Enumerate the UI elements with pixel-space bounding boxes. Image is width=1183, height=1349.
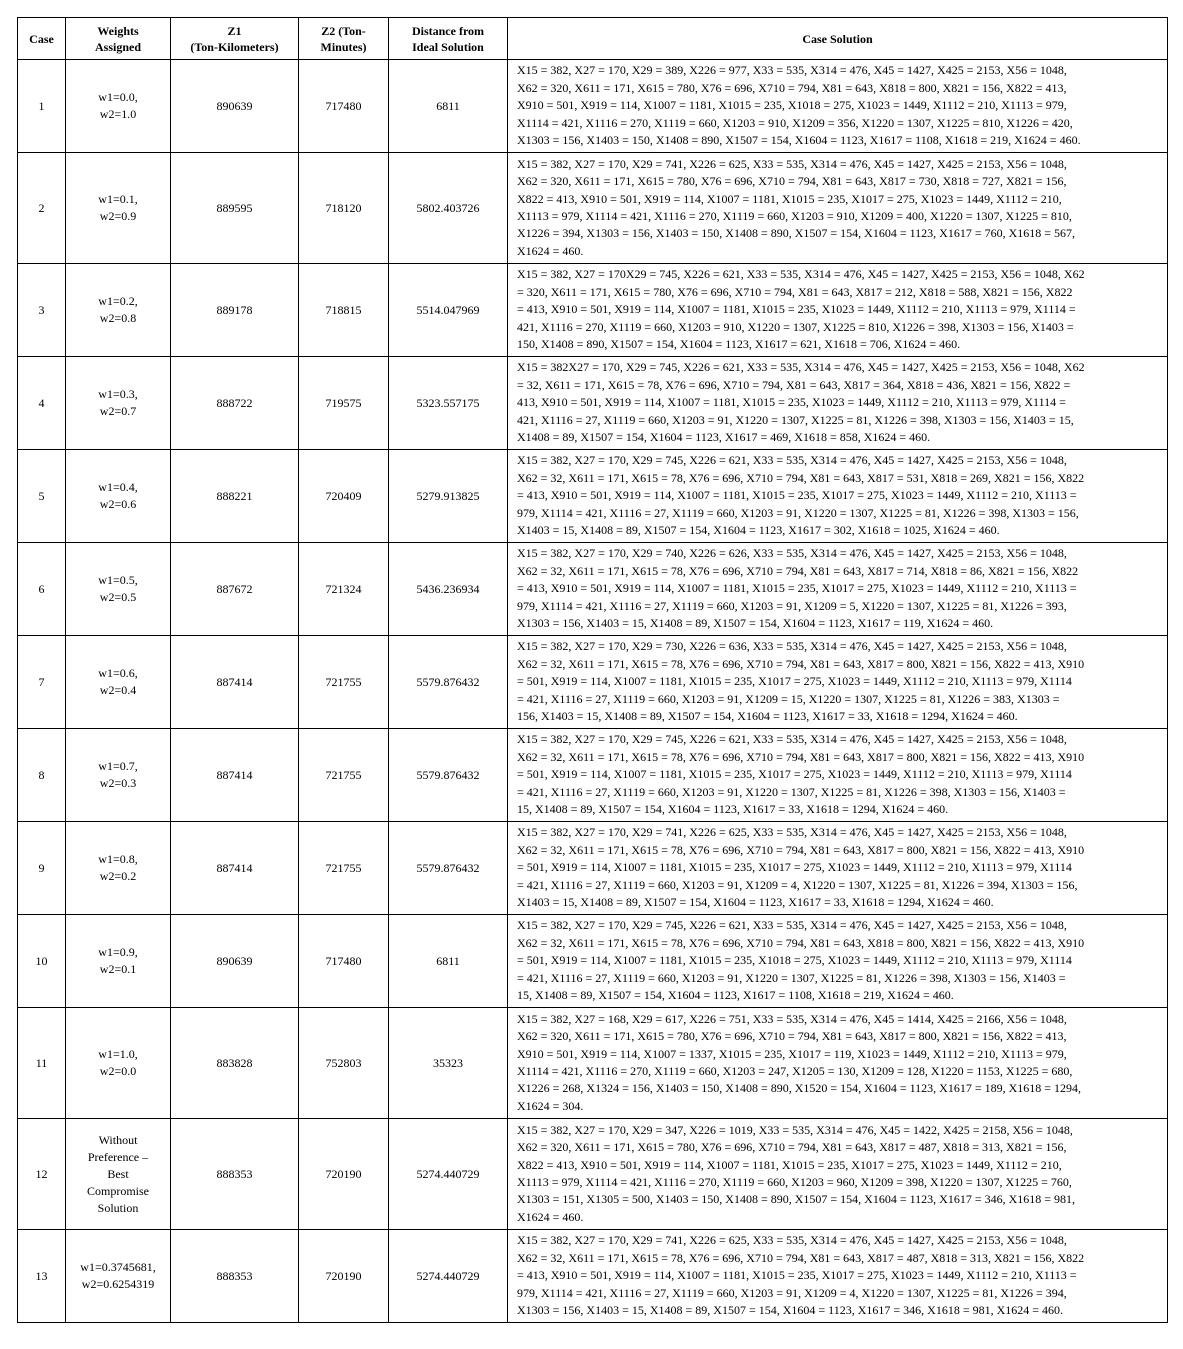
z1-cell: 890639: [171, 915, 299, 1008]
weights-cell: w1=0.4, w2=0.6: [66, 450, 171, 543]
distance-cell: 5579.876432: [389, 822, 508, 915]
case-cell: 1: [18, 60, 66, 153]
distance-cell: 5802.403726: [389, 153, 508, 264]
z2-cell: 717480: [299, 60, 389, 153]
weights-cell: w1=0.5, w2=0.5: [66, 543, 171, 636]
z1-cell: 889595: [171, 153, 299, 264]
table-row: [18, 357, 1168, 450]
header-z2: Z2 (Ton- Minutes): [299, 18, 389, 60]
z2-cell: 719575: [299, 357, 389, 450]
case-cell: 11: [18, 1008, 66, 1119]
solution-cell: X15 = 382, X27 = 170, X29 = 741, X226 = 625, X33 = 535, X314 = 476, X45 = 1427, X425 = 2153, X56 = 1048, X62 = 32, X611 = 171, X615 = 78, X76 = 696, X710 = 794, X81 = 643, X817 = 800, X821 = 156, X822 = 413, X910 = 501, X919 = 114, X1007 = 1181, X1015 = 235, X1017 = 275, X1023 = 1449, X1112 = 210, X1113 = 979, X1114 = 421, X1116 = 27, X1119 = 660, X1203 = 91, X1209 = 4, X1220 = 1307, X1225 = 81, X1226 = 394, X1303 = 156, X1403 = 15, X1408 = 89, X1507 = 154, X1604 = 1123, X1617 = 33, X1618 = 1294, X1624 = 460.: [508, 822, 1168, 915]
z2-cell: 718120: [299, 153, 389, 264]
z1-cell: 888221: [171, 450, 299, 543]
distance-cell: 5274.440729: [389, 1230, 508, 1323]
weights-cell: w1=0.7, w2=0.3: [66, 729, 171, 822]
header-row: [18, 18, 1168, 60]
header-case: Case: [18, 18, 66, 60]
solution-cell: X15 = 382, X27 = 170, X29 = 745, X226 = 621, X33 = 535, X314 = 476, X45 = 1427, X425 = 2153, X56 = 1048, X62 = 32, X611 = 171, X615 = 78, X76 = 696, X710 = 794, X81 = 643, X817 = 800, X821 = 156, X822 = 413, X910 = 501, X919 = 114, X1007 = 1181, X1015 = 235, X1017 = 275, X1023 = 1449, X1112 = 210, X1113 = 979, X1114 = 421, X1116 = 27, X1119 = 660, X1203 = 91, X1220 = 1307, X1225 = 81, X1226 = 398, X1303 = 156, X1403 = 15, X1408 = 89, X1507 = 154, X1604 = 1123, X1617 = 33, X1618 = 1294, X1624 = 460.: [508, 729, 1168, 822]
distance-cell: 6811: [389, 60, 508, 153]
solution-cell: X15 = 382, X27 = 170, X29 = 389, X226 = 977, X33 = 535, X314 = 476, X45 = 1427, X425 = 2153, X56 = 1048, X62 = 320, X611 = 171, X615 = 780, X76 = 696, X710 = 794, X81 = 643, X818 = 800, X821 = 156, X822 = 413, X910 = 501, X919 = 114, X1007 = 1181, X1015 = 235, X1018 = 275, X1023 = 1449, X1112 = 210, X1113 = 979, X1114 = 421, X1116 = 270, X1119 = 660, X1203 = 910, X1209 = 356, X1220 = 1307, X1225 = 810, X1226 = 420, X1303 = 156, X1403 = 150, X1408 = 890, X1507 = 154, X1604 = 1123, X1617 = 1108, X1618 = 219, X1624 = 460.: [508, 60, 1168, 153]
results-table: [17, 17, 1168, 1323]
case-cell: 4: [18, 357, 66, 450]
case-cell: 5: [18, 450, 66, 543]
z1-cell: 887414: [171, 636, 299, 729]
solution-cell: X15 = 382, X27 = 170X29 = 745, X226 = 621, X33 = 535, X314 = 476, X45 = 1427, X425 = 2153, X56 = 1048, X62 = 320, X611 = 171, X615 = 780, X76 = 696, X710 = 794, X81 = 643, X817 = 212, X818 = 588, X821 = 156, X822 = 413, X910 = 501, X919 = 114, X1007 = 1181, X1015 = 235, X1023 = 1449, X1112 = 210, X1113 = 979, X1114 = 421, X1116 = 270, X1119 = 660, X1203 = 910, X1220 = 1307, X1225 = 810, X1226 = 398, X1303 = 156, X1403 = 150, X1408 = 890, X1507 = 154, X1604 = 1123, X1617 = 621, X1618 = 706, X1624 = 460.: [508, 264, 1168, 357]
table-row: [18, 543, 1168, 636]
z2-cell: 721755: [299, 822, 389, 915]
z1-cell: 887414: [171, 729, 299, 822]
solution-cell: X15 = 382, X27 = 170, X29 = 745, X226 = 621, X33 = 535, X314 = 476, X45 = 1427, X425 = 2153, X56 = 1048, X62 = 32, X611 = 171, X615 = 78, X76 = 696, X710 = 794, X81 = 643, X817 = 531, X818 = 269, X821 = 156, X822 = 413, X910 = 501, X919 = 114, X1007 = 1181, X1015 = 235, X1017 = 275, X1023 = 1449, X1112 = 210, X1113 = 979, X1114 = 421, X1116 = 27, X1119 = 660, X1203 = 91, X1220 = 1307, X1225 = 81, X1226 = 398, X1303 = 156, X1403 = 15, X1408 = 89, X1507 = 154, X1604 = 1123, X1617 = 302, X1618 = 1025, X1624 = 460.: [508, 450, 1168, 543]
weights-cell: w1=0.0, w2=1.0: [66, 60, 171, 153]
header-weights: Weights Assigned: [66, 18, 171, 60]
z2-cell: 721755: [299, 729, 389, 822]
table-row: [18, 1119, 1168, 1230]
case-cell: 3: [18, 264, 66, 357]
z1-cell: 883828: [171, 1008, 299, 1119]
case-cell: 9: [18, 822, 66, 915]
table-row: [18, 636, 1168, 729]
distance-cell: 5274.440729: [389, 1119, 508, 1230]
table-row: [18, 1008, 1168, 1119]
distance-cell: 6811: [389, 915, 508, 1008]
z2-cell: 720190: [299, 1119, 389, 1230]
solution-cell: X15 = 382, X27 = 170, X29 = 730, X226 = 636, X33 = 535, X314 = 476, X45 = 1427, X425 = 2153, X56 = 1048, X62 = 32, X611 = 171, X615 = 78, X76 = 696, X710 = 794, X81 = 643, X817 = 800, X821 = 156, X822 = 413, X910 = 501, X919 = 114, X1007 = 1181, X1015 = 235, X1017 = 275, X1023 = 1449, X1112 = 210, X1113 = 979, X1114 = 421, X1116 = 27, X1119 = 660, X1203 = 91, X1209 = 15, X1220 = 1307, X1225 = 81, X1226 = 383, X1303 = 156, X1403 = 15, X1408 = 89, X1507 = 154, X1604 = 1123, X1617 = 33, X1618 = 1294, X1624 = 460.: [508, 636, 1168, 729]
case-cell: 8: [18, 729, 66, 822]
solution-cell: X15 = 382, X27 = 170, X29 = 740, X226 = 626, X33 = 535, X314 = 476, X45 = 1427, X425 = 2153, X56 = 1048, X62 = 32, X611 = 171, X615 = 78, X76 = 696, X710 = 794, X81 = 643, X817 = 714, X818 = 86, X821 = 156, X822 = 413, X910 = 501, X919 = 114, X1007 = 1181, X1015 = 235, X1017 = 275, X1023 = 1449, X1112 = 210, X1113 = 979, X1114 = 421, X1116 = 27, X1119 = 660, X1203 = 91, X1209 = 5, X1220 = 1307, X1225 = 81, X1226 = 393, X1303 = 156, X1403 = 15, X1408 = 89, X1507 = 154, X1604 = 1123, X1617 = 119, X1624 = 460.: [508, 543, 1168, 636]
weights-cell: w1=0.2, w2=0.8: [66, 264, 171, 357]
table-row: [18, 153, 1168, 264]
z1-cell: 888353: [171, 1230, 299, 1323]
table-row: [18, 915, 1168, 1008]
z1-cell: 888722: [171, 357, 299, 450]
z1-cell: 890639: [171, 60, 299, 153]
case-cell: 10: [18, 915, 66, 1008]
solution-cell: X15 = 382, X27 = 168, X29 = 617, X226 = 751, X33 = 535, X314 = 476, X45 = 1414, X425 = 2166, X56 = 1048, X62 = 320, X611 = 171, X615 = 780, X76 = 696, X710 = 794, X81 = 643, X817 = 800, X821 = 156, X822 = 413, X910 = 501, X919 = 114, X1007 = 1337, X1015 = 235, X1017 = 119, X1023 = 1449, X1112 = 210, X1113 = 979, X1114 = 421, X1116 = 270, X1119 = 660, X1203 = 247, X1205 = 130, X1209 = 128, X1220 = 1153, X1225 = 680, X1226 = 268, X1324 = 156, X1403 = 150, X1408 = 890, X1520 = 154, X1604 = 1123, X1617 = 189, X1618 = 1294, X1624 = 304.: [508, 1008, 1168, 1119]
solution-cell: X15 = 382, X27 = 170, X29 = 347, X226 = 1019, X33 = 535, X314 = 476, X45 = 1422, X425 = 2158, X56 = 1048, X62 = 320, X611 = 171, X615 = 780, X76 = 696, X710 = 794, X81 = 643, X817 = 487, X818 = 313, X821 = 156, X822 = 413, X910 = 501, X919 = 114, X1007 = 1181, X1015 = 235, X1017 = 275, X1023 = 1449, X1112 = 210, X1113 = 979, X1114 = 421, X1116 = 270, X1119 = 660, X1203 = 960, X1209 = 398, X1220 = 1307, X1225 = 760, X1303 = 151, X1305 = 500, X1403 = 150, X1408 = 890, X1507 = 154, X1604 = 1123, X1617 = 346, X1618 = 981, X1624 = 460.: [508, 1119, 1168, 1230]
weights-cell: Without Preference – Best Compromise Solution: [66, 1119, 171, 1230]
case-cell: 7: [18, 636, 66, 729]
distance-cell: 5579.876432: [389, 636, 508, 729]
weights-cell: w1=0.6, w2=0.4: [66, 636, 171, 729]
table-row: [18, 450, 1168, 543]
header-z1: Z1 (Ton-Kilometers): [171, 18, 299, 60]
z2-cell: 752803: [299, 1008, 389, 1119]
case-cell: 13: [18, 1230, 66, 1323]
z2-cell: 721755: [299, 636, 389, 729]
distance-cell: 5579.876432: [389, 729, 508, 822]
weights-cell: w1=0.8, w2=0.2: [66, 822, 171, 915]
z1-cell: 888353: [171, 1119, 299, 1230]
solution-cell: X15 = 382, X27 = 170, X29 = 741, X226 = 625, X33 = 535, X314 = 476, X45 = 1427, X425 = 2153, X56 = 1048, X62 = 32, X611 = 171, X615 = 78, X76 = 696, X710 = 794, X81 = 643, X817 = 487, X818 = 313, X821 = 156, X822 = 413, X910 = 501, X919 = 114, X1007 = 1181, X1015 = 235, X1017 = 275, X1023 = 1449, X1112 = 210, X1113 = 979, X1114 = 421, X1116 = 27, X1119 = 660, X1203 = 91, X1209 = 4, X1220 = 1307, X1225 = 81, X1226 = 394, X1303 = 156, X1403 = 15, X1408 = 89, X1507 = 154, X1604 = 1123, X1617 = 346, X1618 = 981, X1624 = 460.: [508, 1230, 1168, 1323]
z2-cell: 718815: [299, 264, 389, 357]
case-cell: 12: [18, 1119, 66, 1230]
z2-cell: 717480: [299, 915, 389, 1008]
weights-cell: w1=0.3, w2=0.7: [66, 357, 171, 450]
weights-cell: w1=0.3745681, w2=0.6254319: [66, 1230, 171, 1323]
header-distance: Distance from Ideal Solution: [389, 18, 508, 60]
distance-cell: 5436.236934: [389, 543, 508, 636]
weights-cell: w1=0.9, w2=0.1: [66, 915, 171, 1008]
solution-cell: X15 = 382X27 = 170, X29 = 745, X226 = 621, X33 = 535, X314 = 476, X45 = 1427, X425 = 2153, X56 = 1048, X62 = 32, X611 = 171, X615 = 78, X76 = 696, X710 = 794, X81 = 643, X817 = 364, X818 = 436, X821 = 156, X822 = 413, X910 = 501, X919 = 114, X1007 = 1181, X1015 = 235, X1023 = 1449, X1112 = 210, X1113 = 979, X1114 = 421, X1116 = 27, X1119 = 660, X1203 = 91, X1220 = 1307, X1225 = 81, X1226 = 398, X1303 = 156, X1403 = 15, X1408 = 89, X1507 = 154, X1604 = 1123, X1617 = 469, X1618 = 858, X1624 = 460.: [508, 357, 1168, 450]
weights-cell: w1=0.1, w2=0.9: [66, 153, 171, 264]
distance-cell: 5514.047969: [389, 264, 508, 357]
header-solution: Case Solution: [508, 18, 1168, 60]
table-body: [18, 60, 1168, 1323]
distance-cell: 5323.557175: [389, 357, 508, 450]
table-row: [18, 1230, 1168, 1323]
table-row: [18, 729, 1168, 822]
distance-cell: 5279.913825: [389, 450, 508, 543]
z1-cell: 887672: [171, 543, 299, 636]
case-cell: 6: [18, 543, 66, 636]
table-row: [18, 264, 1168, 357]
table-row: [18, 822, 1168, 915]
solution-cell: X15 = 382, X27 = 170, X29 = 745, X226 = 621, X33 = 535, X314 = 476, X45 = 1427, X425 = 2153, X56 = 1048, X62 = 32, X611 = 171, X615 = 78, X76 = 696, X710 = 794, X81 = 643, X818 = 800, X821 = 156, X822 = 413, X910 = 501, X919 = 114, X1007 = 1181, X1015 = 235, X1018 = 275, X1023 = 1449, X1112 = 210, X1113 = 979, X1114 = 421, X1116 = 27, X1119 = 660, X1203 = 91, X1220 = 1307, X1225 = 81, X1226 = 398, X1303 = 156, X1403 = 15, X1408 = 89, X1507 = 154, X1604 = 1123, X1617 = 1108, X1618 = 219, X1624 = 460.: [508, 915, 1168, 1008]
solution-cell: X15 = 382, X27 = 170, X29 = 741, X226 = 625, X33 = 535, X314 = 476, X45 = 1427, X425 = 2153, X56 = 1048, X62 = 320, X611 = 171, X615 = 780, X76 = 696, X710 = 794, X81 = 643, X817 = 730, X818 = 727, X821 = 156, X822 = 413, X910 = 501, X919 = 114, X1007 = 1181, X1015 = 235, X1017 = 275, X1023 = 1449, X1112 = 210, X1113 = 979, X1114 = 421, X1116 = 270, X1119 = 660, X1203 = 910, X1209 = 400, X1220 = 1307, X1225 = 810, X1226 = 394, X1303 = 156, X1403 = 150, X1408 = 890, X1507 = 154, X1604 = 1123, X1617 = 760, X1618 = 567, X1624 = 460.: [508, 153, 1168, 264]
table-row: [18, 60, 1168, 153]
case-cell: 2: [18, 153, 66, 264]
distance-cell: 35323: [389, 1008, 508, 1119]
weights-cell: w1=1.0, w2=0.0: [66, 1008, 171, 1119]
z2-cell: 720409: [299, 450, 389, 543]
z2-cell: 721324: [299, 543, 389, 636]
z2-cell: 720190: [299, 1230, 389, 1323]
z1-cell: 887414: [171, 822, 299, 915]
z1-cell: 889178: [171, 264, 299, 357]
